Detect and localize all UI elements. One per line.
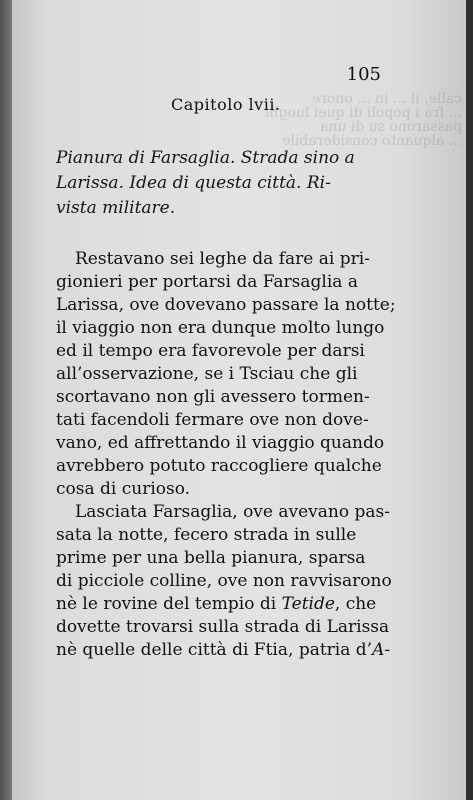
paragraph-line: all’osservazione, se i Tsciau che gli	[56, 364, 358, 384]
paragraph-line: gionieri per portarsi da Farsaglia a	[56, 272, 358, 292]
italic-fragment: A-	[372, 640, 391, 660]
text-fragment: nè quelle delle città di Ftia, patria d’	[56, 640, 373, 660]
paragraph-line: cosa di curioso.	[56, 479, 191, 499]
summary-line: Larissa. Idea di questa città. Ri-	[56, 173, 331, 193]
paragraph-line: Lasciata Farsaglia, ove avevano pas-	[75, 502, 390, 522]
right-page-edge	[466, 0, 473, 800]
paragraph-line: scortavano non gli avessero tormen-	[56, 387, 370, 407]
chapter-summary	[56, 146, 406, 221]
paragraph-line	[56, 639, 412, 662]
show-through-text: calle, il ... in ... onore ... fra i popoli di quei luoghi passarono su di una ... alquanto considerabile	[264, 91, 462, 149]
paragraph-line: il viaggio non era dunque molto lungo	[56, 318, 385, 338]
body-text	[56, 248, 412, 662]
paragraph-line: di picciole colline, ove non ravvisarono	[56, 571, 392, 591]
paragraph-line: tati facendoli fermare ove non dove-	[56, 410, 369, 430]
text-fragment: , che	[334, 594, 377, 614]
paragraph-line: vano, ed affrettando il viaggio quando	[56, 433, 385, 453]
paragraph-line: ed il tempo era favorevole per darsi	[56, 341, 365, 361]
book-page	[12, 0, 467, 800]
paragraph-line: avrebbero potuto raccogliere qualche	[56, 456, 382, 476]
italic-name: Tetide	[281, 594, 335, 614]
paragraph-line	[56, 593, 412, 616]
paragraph-line: prime per una bella pianura, sparsa	[56, 548, 366, 568]
paragraph-line: dovette trovarsi sulla strada di Larissa	[56, 617, 390, 637]
paragraph-line: sata la notte, fecero strada in sulle	[56, 525, 357, 545]
page-number: 105	[346, 64, 381, 85]
text-fragment: nè le rovine del tempio di	[56, 594, 282, 614]
summary-line: vista militare.	[56, 198, 176, 218]
chapter-heading: Capitolo lvii.	[171, 95, 281, 114]
paragraph-line: Restavano sei leghe da fare ai pri-	[75, 249, 370, 269]
summary-line: Pianura di Farsaglia. Strada sino a	[56, 148, 355, 168]
paragraph-line: Larissa, ove dovevano passare la notte;	[56, 295, 396, 315]
left-page-edge	[0, 0, 12, 800]
